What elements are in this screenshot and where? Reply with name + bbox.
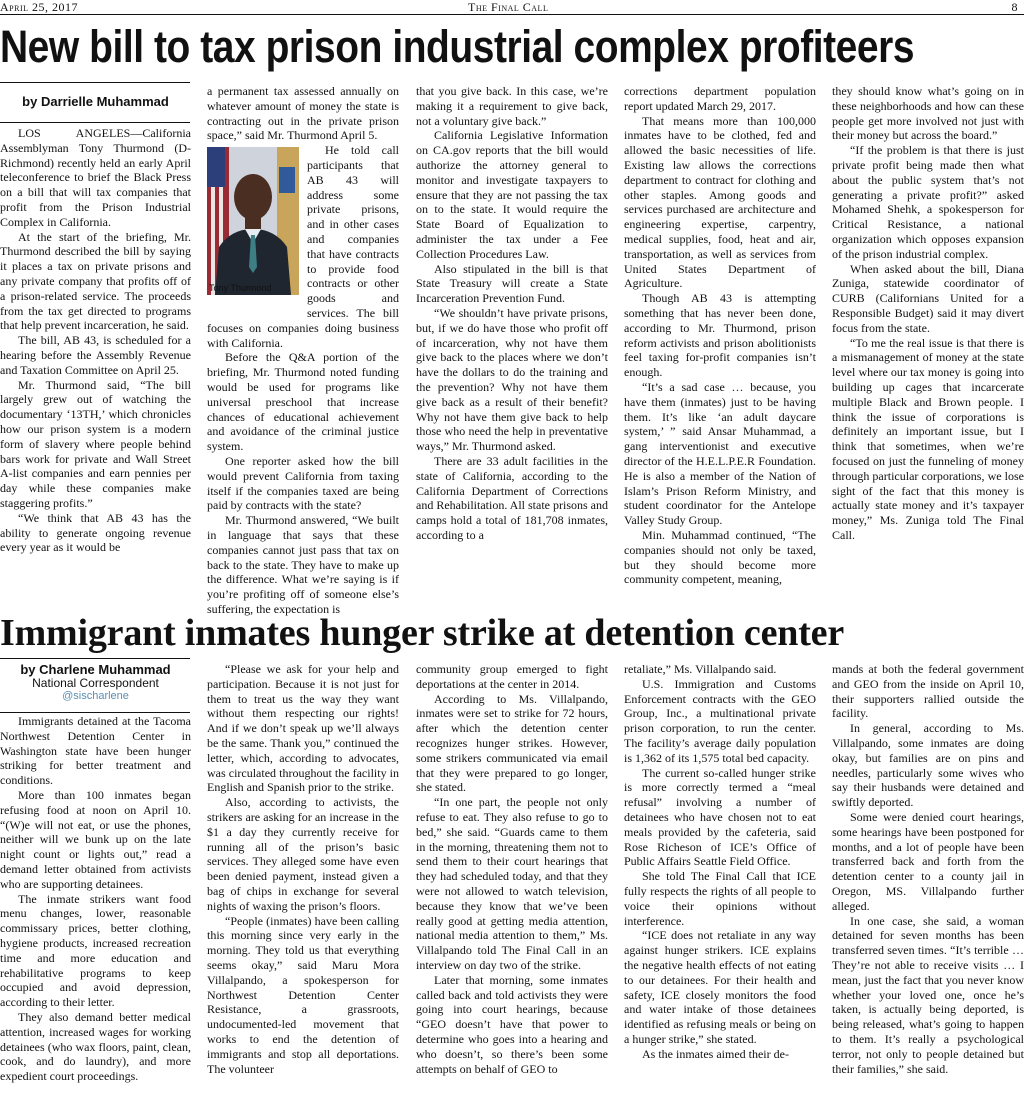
- paragraph: She told The Final Call that ICE fully respects the rights of all people to voice their opinions without interference.: [624, 869, 816, 928]
- paragraph: The inmate strikers want food menu changes, lower, reasonable commissary prices, better clothing, hygiene products, increased recreation time and more education and rehabilitative programs to keep occupied and avoid depression, according to their letter.: [0, 891, 191, 1010]
- column-text: [624, 662, 816, 1062]
- paragraph: corrections department population report updated March 29, 2017.: [624, 84, 816, 113]
- article2-column-2: [207, 662, 399, 1108]
- page-number: 8: [1011, 0, 1018, 14]
- article2-column-4: [624, 662, 816, 1108]
- byline-title: National Correspondent: [32, 676, 159, 690]
- paragraph: Immigrants detained at the Tacoma Northwest Detention Center in Washington state have been hunger striking for better treatment and conditions.: [0, 714, 191, 788]
- twitter-handle: @sischarlene: [62, 690, 129, 702]
- paragraph: At the start of the briefing, Mr. Thurmond described the bill by saying it places a tax on private prisons and any private company that profits off of a prison-related service. The proceeds from the tax get directed to programs that help prevent incarceration, he said.: [0, 229, 191, 333]
- paragraph: The bill, AB 43, is scheduled for a hearing before the Assembly Revenue and Taxation Committee on April 25.: [0, 333, 191, 377]
- article2-column-5: [832, 662, 1024, 1108]
- byline: by Darrielle Muhammad: [22, 94, 169, 109]
- article2-column-3: [416, 662, 608, 1108]
- paragraph: they should know what’s going on in these neighborhoods and how can these people get more involved not just with their money but across the board.”: [832, 84, 1024, 143]
- headline-hunger-strike: Immigrant inmates hunger strike at detention center: [0, 612, 844, 654]
- article1-column-3: [416, 84, 608, 608]
- paragraph: mands at both the federal government and GEO from the inside on April 10, their supporters rallied outside the facility.: [832, 662, 1024, 721]
- paragraph: Min. Muhammad continued, “The companies should not only be taxed, but they should become more community competent, meaning,: [624, 527, 816, 587]
- photo-caption: Tony Thurmond: [209, 283, 272, 294]
- paragraph: More than 100 inmates began refusing food at noon on April 10. “(W)e will not eat, or use the phones, neither will we bunk up on the late night count or lights out,” read a demand letter obtained from activists who are supporting detainees.: [0, 787, 191, 891]
- paragraph: Later that morning, some inmates called back and told activists they were going into court hearings, because “GEO doesn’t have that power to determine who goes into a hearing and who doesn’t, so there’s been some attempts on behalf of GEO to: [416, 972, 608, 1076]
- byline-rule-top: [0, 658, 190, 659]
- paragraph: Though AB 43 is attempting something that has never been done, according to Mr. Thurmond, prison reform activists and prison abolitionists feel taxing for-profit companies isn’t enough.: [624, 291, 816, 380]
- paragraph: retaliate,” Ms. Villalpando said.: [624, 662, 777, 676]
- paragraph: Before the Q&A portion of the briefing, Mr. Thurmond noted funding would be used for programs like universal preschool that increase chances of educational achievement and avoidance of the criminal justice system.: [207, 350, 399, 454]
- publication-name: The Final Call: [468, 0, 549, 14]
- paragraph: community group emerged to fight deportations at the center in 2014.: [416, 662, 608, 691]
- paragraph: “In one part, the people not only refuse to eat. They also refuse to go to bed,” she said. “Guards came to them in the morning, threatening them not to send them to their court hearings that they had scheduled today, and that they were not allowed to watch television, because they know that we’ve been really good at getting media attention, national media attention to them,” Ms. Villalpando told The Final Call in an interview on day two of the strike.: [416, 795, 608, 972]
- paragraph: “We shouldn’t have private prisons, but, if we do have those who profit off of incarceration, why not have them give back to the places where we don’t have the dollars to do the training and the prevention? Why not have them give back as a result of their benefit? Why not have them give back to help those who need the help in preventative ways,” Mr. Thurmond asked.: [416, 305, 608, 454]
- column-text: [0, 714, 191, 1084]
- column-text: [832, 84, 1024, 543]
- page-header: [0, 0, 1024, 15]
- paragraph: One reporter asked how the bill would prevent California from taxing itself if the companies taxed are being paid by contracts with the state?: [207, 453, 399, 513]
- paragraph: “If the problem is that there is just private profit being made then what about the public system that’s not generating a private profit?” asked Mohamed Shehk, a spokesperson for Critical Resistance, a national organization which opposes expansion of the prison industrial complex.: [832, 143, 1024, 261]
- paragraph: As the inmates aimed their de-: [642, 1046, 789, 1061]
- paragraph: According to Ms. Villalpando, inmates were set to strike for 72 hours, after which the detention center recognizes hunger strikes. However, some strikers communicated via email that they were prepared to go longer, she stated.: [416, 691, 608, 795]
- column-text: [832, 662, 1024, 1076]
- article1-column-1: [0, 86, 191, 610]
- paragraph: “To me the real issue is that there is a mismanagement of money at the state level where our tax money is going into building up cages that incarcerate multiple Black and Brown people. I think the issue of corporations is definitely an important issue, but I think that sometimes, when we’re focused on just the funneling of money through particular corporations, we lose sight of the fact that this money is actually state money and it’s taxpayer money,” Ms. Zuniga told The Final Call.: [832, 335, 1024, 542]
- paragraph: a permanent tax assessed annually on whatever amount of money the state is contracting out in the private prison space,” said Mr. Thurmond April 5.: [207, 84, 399, 143]
- paragraph: That means more than 100,000 inmates have to be clothed, fed and allowed the basic necessities of life. Existing law allows the corrections department to contract for clothing and other staples. Among goods and services purchased are architecture and engineering expertise, carpentry, medical supplies, food, heat and air, transportation, as well as services from United States Department of Agriculture.: [624, 113, 816, 291]
- paragraph: Some were denied court hearings, some hearings have been postponed for months, and a lot of people have been transferred back and forth from the detention center to a county jail in Oregon, MS. Villalpando further alleged.: [832, 809, 1024, 913]
- paragraph: Mr. Thurmond said, “The bill largely grew out of watching the documentary ‘13TH,’ which chronicles how our prison system is a modern form of slavery where people behind bars work for private and Wall Street A-list companies and earn pennies per day while these companies make staggering profits.”: [0, 377, 191, 510]
- paragraph: Also, according to activists, the strikers are asking for an increase in the $1 a day they currently receive for running all of the prison’s basic services. They alleged some have even been denied payment, instead given a bag of chips in exchange for several nights of waxing the prison’s floors.: [207, 795, 399, 913]
- paragraph: “We think that AB 43 has the ability to generate ongoing revenue every year as it would be: [0, 510, 191, 555]
- paragraph: In general, according to Ms. Villalpando, some inmates are doing okay, but families are on pins and needles, particularly some wives who say their husbands were detained and swiftly deported.: [832, 721, 1024, 810]
- column-text: [416, 662, 608, 1076]
- photo-tony-thurmond: [207, 147, 299, 307]
- article1-column-4: [624, 84, 816, 608]
- byline: by Charlene Muhammad: [20, 662, 171, 677]
- column-text: [207, 662, 399, 1076]
- paragraph: LOS ANGELES—California Assemblyman Tony Thurmond (D-Richmond) recently held an early April teleconference to brief the Black Press on a bill that will tax companies that profit from the Prison Industrial Complex in California.: [0, 126, 191, 229]
- paragraph: California Legislative Information on CA.gov reports that the bill would authorize the attorney general to monitor and investigate taxpayers to ensure that they are not passing the tax on to the state. It would require the State Board of Equalization to administer the tax under a Fee Collection Procedures Law.: [416, 128, 608, 261]
- paragraph: Also stipulated in the bill is that State Treasury will create a State Incarceration Prevention Fund.: [416, 261, 608, 306]
- paragraph: There are 33 adult facilities in the state of California, according to the California Department of Corrections and Rehabilitation. All state prisons and camps hold a total of 181,708 inmates, according to a: [416, 453, 608, 542]
- portrait-image: [207, 147, 299, 295]
- issue-date: April 25, 2017: [0, 0, 79, 14]
- paragraph: The current so-called hunger strike is more correctly termed a “meal refusal” involving a number of detainees who have chosen not to eat meals provided by the cafeteria, said Rose Richeson of ICE’s Office of Public Affairs Seattle Field Office.: [624, 765, 816, 869]
- paragraph: He told call participants that AB 43 will address some private prisons, and in other cases and companies that have contracts to provide food contracts or other goods and services. The bill focuses on companies doing business with California.: [207, 143, 399, 350]
- paragraph: “ICE does not retaliate in any way against hunger strikers. ICE explains the negative health effects of not eating to our detainees. For their health and safety, ICE closely monitors the food and water intake of those detainees identified as refusing meals or being on a hunger strike,” she stated.: [624, 928, 816, 1046]
- column-text: [0, 126, 191, 555]
- paragraph: “It’s a sad case … because, you have them (inmates) just to be having them. It’s like ‘an adult daycare system,’ ” said Ansar Muhammad, a gang interventionist and executive director of the H.E.L.P.E.R Foundation. He is also a member of the Nation of Islam’s Prison Reform Ministry, and student coordinator for the Antelope Valley Study Group.: [624, 379, 816, 528]
- article1-column-5: [832, 84, 1024, 608]
- column-text: [624, 84, 816, 587]
- paragraph: They also demand better medical attention, increased wages for working detainees (who wax floors, paint, clean, cook, and do laundry), and more expedient court proceedings.: [0, 1009, 191, 1084]
- paragraph: U.S. Immigration and Customs Enforcement contracts with the GEO Group, Inc., a multinational private prison corporation, to run the center. The facility’s average daily population is 1,362 of its 1,575 total bed capacity.: [624, 676, 816, 765]
- paragraph: “Please we ask for your help and participation. Because it is not just for them to treat us the way they want without them respecting our rights! And if we don’t speak up we’ll always be the same. Thank you,” continued the letter, which, according to advocates, was circulated throughout the facility in English and Spanish prior to the strike.: [207, 662, 399, 795]
- paragraph: that you give back. In this case, we’re making it a requirement to give back, not a voluntary give back.”: [416, 84, 608, 128]
- byline-rule-top: [0, 82, 190, 83]
- article1-column-2: [207, 84, 399, 616]
- paragraph: “People (inmates) have been calling this morning since very early in the morning. They told us that everything seems okay,” said Maru Mora Villalpando, a spokesperson for Northwest Detention Center Resistance, a grassroots, undocumented-led movement that works to end the detention of immigrants and stop all deportations. The volunteer: [207, 913, 399, 1076]
- column-text: [416, 84, 608, 543]
- headline-prison-tax: New bill to tax prison industrial complex profiteers: [0, 21, 915, 72]
- paragraph: When asked about the bill, Diana Zuniga, statewide coordinator of CURB (Californians United for a Responsible Budget) said it may divert focus from the state.: [832, 261, 1024, 335]
- paragraph: Mr. Thurmond answered, “We built in language that says that these companies cannot just pass that tax on back to the state. They have to make up the difference. What we’re saying is if you’re profiting off of someone else’s suffering, the expectation is: [207, 513, 399, 616]
- paragraph: In one case, she said, a woman detained for seven months has been transferred seven times. “It’s terrible … They’re not able to receive visits … I mean, just the fact that you never know whether your loved one, once he’s taken, is actually being deported, is being released, what’s going to happen to them. It’s really a psychological terror, not only to people detained but their families,” she said.: [832, 913, 1024, 1076]
- article2-column-1: [0, 662, 191, 1108]
